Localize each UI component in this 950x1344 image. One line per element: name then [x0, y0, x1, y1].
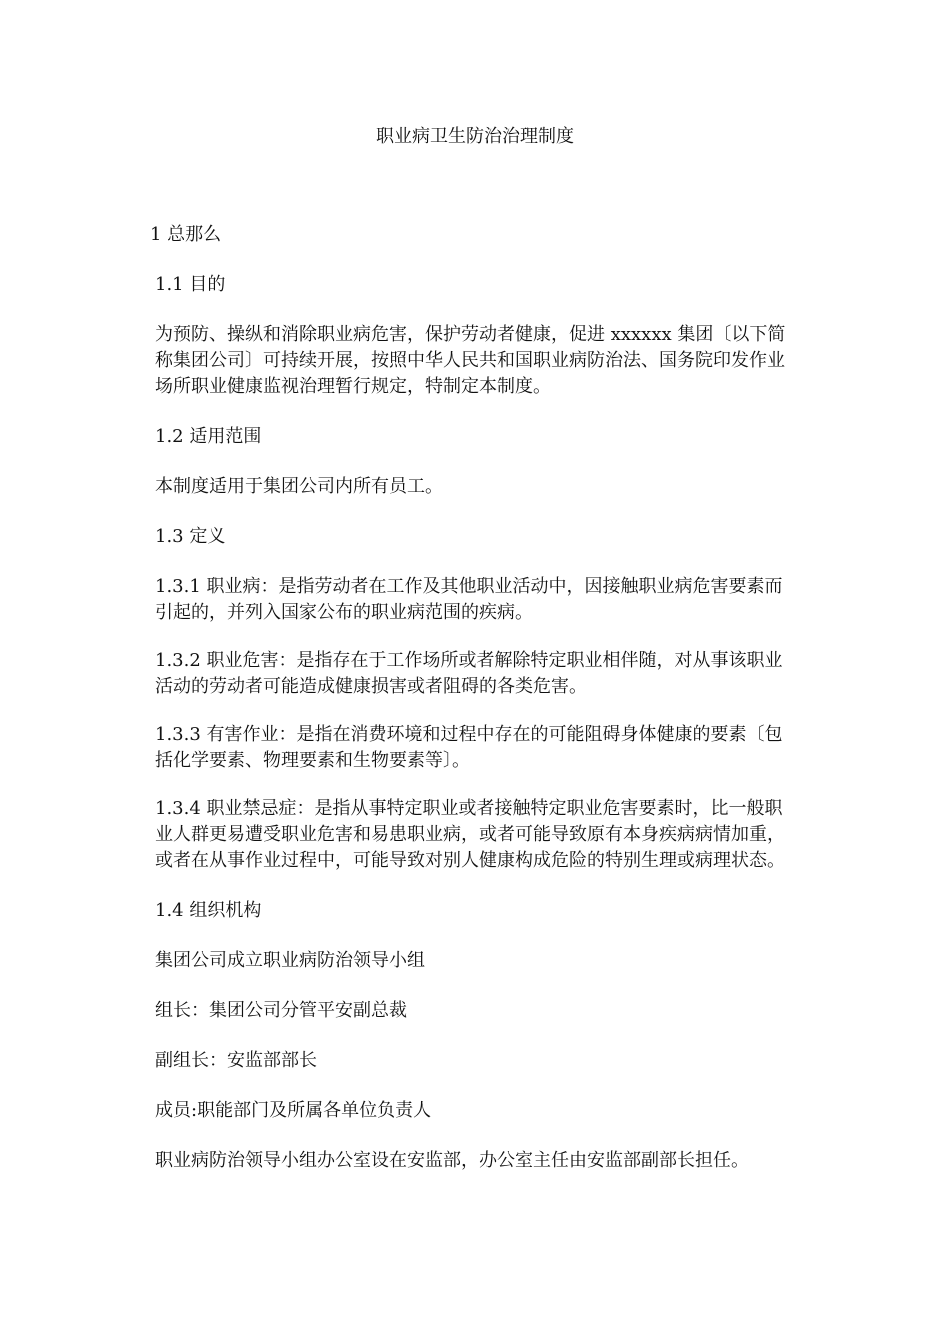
org-paragraph-group: 集团公司成立职业病防治领导小组	[155, 950, 425, 971]
definition-1-3-4: 1.3.4 职业禁忌症：是指从事特定职业或者接触特定职业危害要素时，比一般职业人群更易遭受职业危害和易患职业病，或者可能导致原有本身疾病病情加重，或者在从事作业过程中，可能导致对别人健康构成危险的特别生理或病理状态。	[155, 798, 785, 871]
purpose-paragraph: 为预防、操纵和消除职业病危害，保护劳动者健康，促进 xxxxxx 集团〔以下简称集团公司〕可持续开展，按照中华人民共和国职业病防治法、国务院印发作业场所职业健康监视治理暂行规定，特制定本制度。	[155, 324, 786, 397]
scope-paragraph: 本制度适用于集团公司内所有员工。	[155, 476, 443, 497]
section-heading-1-2: 1.2 适用范围	[155, 426, 262, 447]
section-heading-1: 1 总那么	[150, 224, 222, 245]
section-heading-1-4: 1.4 组织机构	[155, 900, 262, 921]
definition-1-3-1: 1.3.1 职业病：是指劳动者在工作及其他职业活动中，因接触职业病危害要素而引起的，并列入国家公布的职业病范围的疾病。	[155, 576, 783, 623]
org-office: 职业病防治领导小组办公室设在安监部，办公室主任由安监部副部长担任。	[155, 1150, 749, 1171]
document-title: 职业病卫生防治治理制度	[376, 126, 574, 147]
section-heading-1-3: 1.3 定义	[155, 526, 226, 547]
definition-1-3-2: 1.3.2 职业危害：是指存在于工作场所或者解除特定职业相伴随，对从事该职业活动的劳动者可能造成健康损害或者阻碍的各类危害。	[155, 650, 783, 697]
org-members: 成员:职能部门及所属各单位负责人	[155, 1100, 432, 1121]
org-deputy-leader: 副组长：安监部部长	[155, 1050, 317, 1071]
section-heading-1-1: 1.1 目的	[155, 274, 226, 295]
org-leader: 组长：集团公司分管平安副总裁	[155, 1000, 407, 1021]
document-body	[150, 222, 800, 1174]
definition-1-3-3: 1.3.3 有害作业：是指在消费环境和过程中存在的可能阻碍身体健康的要素〔包括化学要素、物理要素和生物要素等〕。	[155, 724, 783, 771]
